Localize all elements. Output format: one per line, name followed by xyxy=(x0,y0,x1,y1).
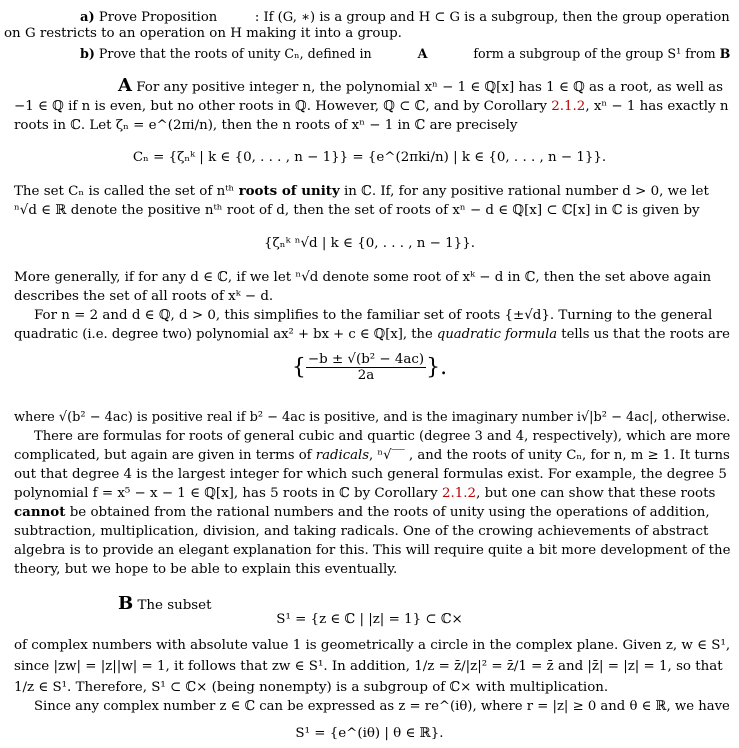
equation-roots-of-unity: Cₙ = {ζₙᵏ | k ∈ {0, . . . , n − 1}} = {e^(2πki/n) | k ∈ {0, . . . , n − 1}}. xyxy=(132,150,607,165)
section-b-l4: Since any complex number z ∈ ℂ can be expressed as z = re^(iθ), where r = |z| ≥ 0 and θ ∈ ℝ, we have xyxy=(34,699,730,714)
section-b-marker: B xyxy=(118,593,134,614)
section-a-p2-l2: ⁿ√d ∈ ℝ denote the positive nᵗʰ root of d, then the set of roots of xⁿ − d ∈ ℚ[x] ⊂ ℂ[x] in ℂ is given by xyxy=(14,203,700,218)
p6-l4a: polynomial f = x⁵ − x − 1 ∈ ℚ[x], has 5 roots in ℂ by Corollary xyxy=(14,486,438,501)
section-a-p2-line1 xyxy=(14,182,730,201)
roots-of-unity-term: roots of unity xyxy=(238,183,340,199)
p6-l4b: , but one can show that these roots xyxy=(476,486,716,501)
exercise-a-title: Prove Proposition xyxy=(98,10,218,25)
quadratic-formula-term: quadratic formula xyxy=(436,327,558,342)
p2-l1b: in ℂ. If, for any positive rational number d > 0, we let xyxy=(344,184,709,199)
section-a-p4-l1: For n = 2 and d ∈ ℚ, d > 0, this simplifies to the familiar set of roots {±√d}. Turning to the general xyxy=(34,308,713,323)
section-a-l3: roots in ℂ. Let ζₙ = e^(2πi/n), then the n roots of xⁿ − 1 in ℂ are precisely xyxy=(14,118,518,133)
exercise-b-text1: Prove that the roots of unity Cₙ, defined in xyxy=(98,47,372,62)
section-a-l2b: , xⁿ − 1 has exactly n xyxy=(585,99,729,114)
equation-circle-group: S¹ = {z ∈ ℂ | |z| = 1} ⊂ ℂ× xyxy=(276,612,463,627)
exercise-b-ref-a: A xyxy=(417,46,428,62)
exercise-b-text2: form a subgroup of the group S¹ from xyxy=(473,47,716,62)
exercise-a-label: a) xyxy=(80,9,95,25)
section-a-l1: For any positive integer n, the polynomial xⁿ − 1 ∈ ℚ[x] has 1 ∈ ℚ as a root, as well as xyxy=(136,80,723,95)
exercise-b-label: b) xyxy=(80,46,95,62)
section-a-p3-l1: More generally, if for any d ∈ ℂ, if we let ⁿ√d denote some root of xᵏ − d in ℂ, then the set above again xyxy=(14,270,712,285)
corollary-link-2[interactable]: 2.1.2 xyxy=(442,486,477,501)
section-a-p6-l3: out that degree 4 is the largest integer for which such general formulas exist. For example, the degree 5 xyxy=(14,467,727,482)
p2-l1a: The set Cₙ is called the set of nᵗʰ xyxy=(14,184,235,199)
equation-quadratic-formula xyxy=(0,352,739,383)
section-a-marker: A xyxy=(118,75,132,96)
section-a-p6-l8: theory, but we hope to be able to explain this eventually. xyxy=(14,562,398,577)
brace-open: { xyxy=(291,355,306,380)
exercise-b-line xyxy=(80,45,730,64)
section-a-p4-line2 xyxy=(14,325,730,344)
section-a-p6-l1: There are formulas for roots of general cubic and quartic (degree 3 and 4, respectively), which are more xyxy=(34,429,731,444)
quadratic-denominator: 2a xyxy=(357,368,375,383)
equation-roots-of-d: {ζₙᵏ ⁿ√d | k ∈ {0, . . . , n − 1}}. xyxy=(264,236,475,251)
exercise-b-ref-b: B xyxy=(719,46,731,62)
section-a-p6-l6: subtraction, multiplication, division, and taking radicals. One of the crowing achievements of abstract xyxy=(14,524,709,539)
corollary-link[interactable]: 2.1.2 xyxy=(551,99,586,114)
cannot-term: cannot xyxy=(14,504,66,520)
p4-l2a: quadratic (i.e. degree two) polynomial ax² + bx + c ∈ ℚ[x], the xyxy=(14,327,433,342)
section-a-p6-line4 xyxy=(14,484,730,503)
exercise-a-text1: If (G, ∗) is a group and H ⊂ G is a subgroup, then the group operation xyxy=(263,10,730,25)
exercise-a-text2: on G restricts to an operation on H making it into a group. xyxy=(4,26,402,41)
p6-l2b: , ⁿ√‾‾ , and the roots of unity Cₙ, for n, m ≥ 1. It turns xyxy=(369,448,730,463)
section-b-l2: since |zw| = |z||w| = 1, it follows that zw ∈ S¹. In addition, 1/z = z̄/|z|² = z̄/1 = z̄ and |z̄| = |z| = 1, so that xyxy=(14,659,723,674)
section-b-l1: of complex numbers with absolute value 1 is geometrically a circle in the complex plane. Given z, w ∈ S¹, xyxy=(14,638,731,653)
radicals-term: radicals xyxy=(315,448,370,463)
section-b-l3: 1/z ∈ S¹. Therefore, S¹ ⊂ ℂ× (being nonempty) is a subgroup of ℂ× with multiplication. xyxy=(14,680,609,695)
quadratic-numerator: −b ± √(b² − 4ac) xyxy=(307,352,425,367)
section-a-p3-l2: describes the set of all roots of xᵏ − d. xyxy=(14,289,274,304)
section-a-line1 xyxy=(14,76,730,97)
p6-l2a: complicated, but again are given in terms of xyxy=(14,448,312,463)
quadratic-fraction xyxy=(306,352,426,383)
section-a-p6-line5 xyxy=(14,503,730,522)
section-b-intro: The subset xyxy=(137,598,212,613)
section-a-l2a: −1 ∈ ℚ if n is even, but no other roots in ℚ. However, ℚ ⊂ ℂ, and by Corollary xyxy=(14,99,547,114)
equation-circle-exp: S¹ = {e^(iθ) | θ ∈ ℝ}. xyxy=(295,726,444,741)
section-a-p6-l7: algebra is to provide an elegant explanation for this. This will require quite a bit more development of the xyxy=(14,543,731,558)
section-a-p6-line2 xyxy=(14,446,730,465)
exercise-a-colon: : xyxy=(254,10,260,25)
section-a-line2 xyxy=(14,97,730,116)
p4-l2b: tells us that the roots are xyxy=(561,327,730,342)
p6-l5: be obtained from the rational numbers and the roots of unity using the operations of addition, xyxy=(69,505,710,520)
section-a-p5-l1: where √(b² − 4ac) is positive real if b² − 4ac is positive, and is the imaginary number i√|b² − 4ac|, otherwise. xyxy=(14,410,731,425)
brace-close: }. xyxy=(426,355,448,380)
